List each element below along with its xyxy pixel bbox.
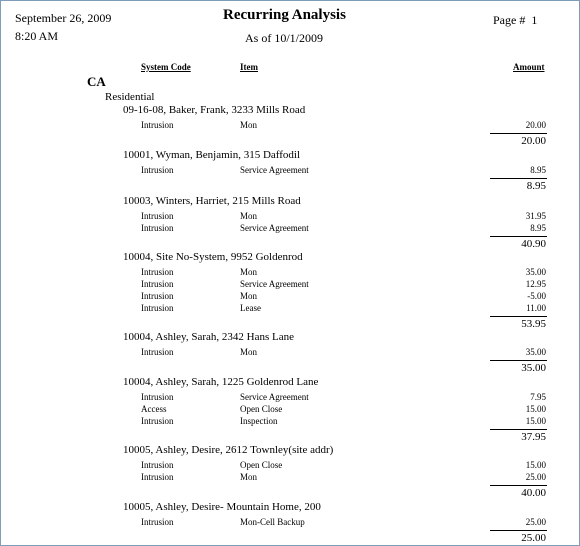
item-cell: Mon-Cell Backup [240, 517, 305, 527]
system-code-cell: Intrusion [141, 211, 174, 221]
item-cell: Open Close [240, 404, 283, 414]
system-code-cell: Access [141, 404, 167, 414]
system-code-cell: Intrusion [141, 279, 174, 289]
report-date: September 26, 2009 [15, 11, 112, 25]
amount-cell: 12.95 [525, 279, 546, 289]
amount-cell: 25.00 [525, 517, 546, 527]
account-line: 09-16-08, Baker, Frank, 3233 Mills Road [123, 104, 306, 116]
subtotal-rule [490, 178, 547, 179]
item-cell: Service Agreement [240, 223, 309, 233]
amount-cell: 15.00 [525, 416, 546, 426]
item-cell: Mon [240, 211, 258, 221]
account-line: 10005, Ashley, Desire, 2612 Townley(site addr) [123, 444, 334, 456]
system-code-cell: Intrusion [141, 165, 174, 175]
amount-cell: 35.00 [525, 347, 546, 357]
group-total: 40.00 [521, 487, 546, 499]
system-code-cell: Intrusion [141, 223, 174, 233]
amount-cell: 25.00 [525, 472, 546, 482]
item-cell: Mon [240, 472, 258, 482]
system-code-cell: Intrusion [141, 291, 174, 301]
account-line: 10004, Ashley, Sarah, 1225 Goldenrod Lane [123, 376, 319, 388]
amount-cell: 31.95 [525, 211, 546, 221]
account-line: 10003, Winters, Harriet, 215 Mills Road [123, 195, 301, 207]
subtotal-rule [490, 236, 547, 237]
subtotal-rule [490, 316, 547, 317]
report-title: Recurring Analysis [223, 7, 346, 23]
system-code-cell: Intrusion [141, 517, 174, 527]
column-header-amount: Amount [513, 62, 545, 72]
account-line: 10001, Wyman, Benjamin, 315 Daffodil [123, 149, 301, 161]
page-indicator [493, 13, 537, 28]
system-code-cell: Intrusion [141, 303, 174, 313]
system-code-cell: Intrusion [141, 347, 174, 357]
group-total: 20.00 [521, 135, 546, 147]
group-total: 35.00 [521, 362, 546, 374]
amount-cell: -5.00 [527, 291, 546, 301]
amount-cell: 7.95 [530, 392, 546, 402]
item-cell: Mon [240, 267, 258, 277]
category-heading: Residential [105, 91, 155, 103]
group-total: 37.95 [521, 431, 546, 443]
subtotal-rule [490, 133, 547, 134]
item-cell: Mon [240, 120, 258, 130]
system-code-cell: Intrusion [141, 416, 174, 426]
account-line: 10004, Site No-System, 9952 Goldenrod [123, 251, 303, 263]
column-header-system-code: System Code [141, 62, 191, 72]
report-as-of: As of 10/1/2009 [245, 31, 323, 45]
amount-cell: 15.00 [525, 404, 546, 414]
group-total: 25.00 [521, 532, 546, 544]
subtotal-rule [490, 485, 547, 486]
group-total: 40.90 [521, 238, 546, 250]
amount-cell: 20.00 [525, 120, 546, 130]
report-time: 8:20 AM [15, 29, 59, 43]
item-cell: Mon [240, 347, 258, 357]
item-cell: Mon [240, 291, 258, 301]
page-label: Page # [493, 13, 526, 27]
amount-cell: 35.00 [525, 267, 546, 277]
system-code-cell: Intrusion [141, 472, 174, 482]
account-line: 10004, Ashley, Sarah, 2342 Hans Lane [123, 331, 294, 343]
item-cell: Lease [240, 303, 261, 313]
subtotal-rule [490, 429, 547, 430]
amount-cell: 15.00 [525, 460, 546, 470]
item-cell: Open Close [240, 460, 283, 470]
account-line: 10005, Ashley, Desire- Mountain Home, 200 [123, 501, 321, 513]
group-total: 53.95 [521, 318, 546, 330]
column-header-item: Item [240, 62, 258, 72]
group-total: 8.95 [526, 180, 546, 192]
page-number: 1 [531, 13, 538, 27]
item-cell: Service Agreement [240, 279, 309, 289]
system-code-cell: Intrusion [141, 267, 174, 277]
amount-cell: 11.00 [526, 303, 546, 313]
system-code-cell: Intrusion [141, 392, 174, 402]
subtotal-rule [490, 360, 547, 361]
system-code-cell: Intrusion [141, 120, 174, 130]
subtotal-rule [490, 530, 547, 531]
amount-cell: 8.95 [530, 165, 546, 175]
item-cell: Service Agreement [240, 392, 309, 402]
system-code-cell: Intrusion [141, 460, 174, 470]
item-cell: Service Agreement [240, 165, 309, 175]
amount-cell: 8.95 [530, 223, 546, 233]
state-heading: CA [87, 74, 106, 89]
item-cell: Inspection [240, 416, 278, 426]
